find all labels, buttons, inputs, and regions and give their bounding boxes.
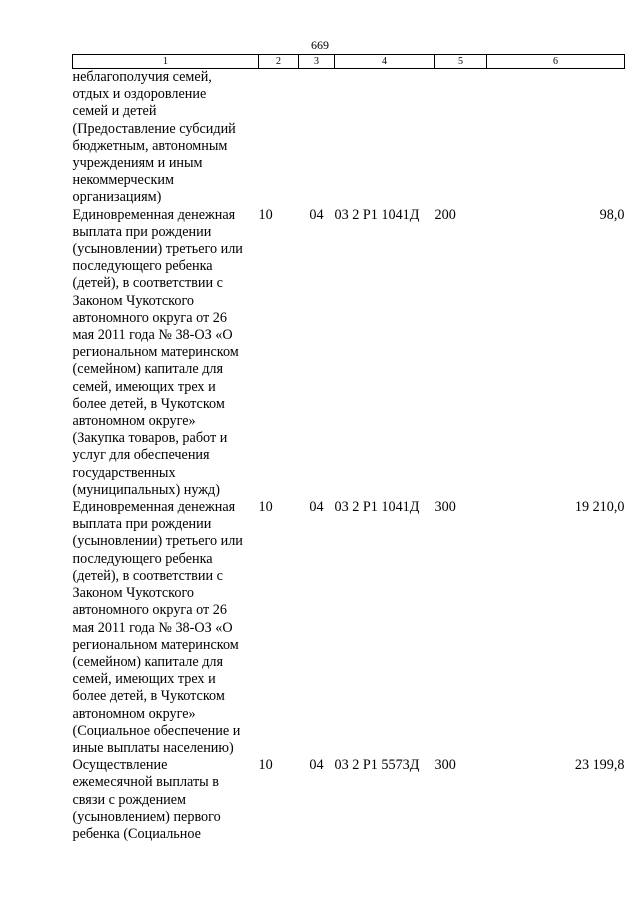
- section-code: [259, 69, 299, 207]
- target-article-code: 03 2 Р1 5573Д: [334, 757, 420, 774]
- description-line: выплата при рождении: [72, 223, 212, 240]
- description-line: связи с рождением: [72, 791, 187, 808]
- description-line: (муниципальных) нужд): [72, 481, 220, 498]
- expense-type-code: 300: [434, 757, 456, 774]
- description-line: бюджетным, автономным: [72, 137, 228, 154]
- description-line: (усыновлением) первого: [72, 808, 221, 825]
- column-header-2: 2: [259, 55, 299, 69]
- subsection-code: 04: [309, 206, 324, 223]
- description-line: (Предоставление субсидий: [72, 120, 236, 137]
- description-line: отдых и оздоровление: [72, 86, 207, 103]
- description-line: Единовременная денежная: [72, 499, 236, 516]
- table-row: [73, 499, 625, 757]
- description-line: последующего ребенка: [72, 258, 213, 275]
- amount: [487, 69, 625, 207]
- description-line: организациям): [72, 189, 162, 206]
- column-header-6: 6: [487, 55, 625, 69]
- table-row: [73, 207, 625, 499]
- description-line: ребенка (Социальное: [72, 825, 201, 842]
- description-line: иные выплаты населению): [72, 739, 234, 756]
- column-header-3: 3: [299, 55, 335, 69]
- description-line: семей, имеющих трех и: [72, 671, 216, 688]
- description-line: некоммерческим: [72, 172, 174, 189]
- table-header-row: [73, 55, 625, 69]
- description-line: семей, имеющих трех и: [72, 378, 216, 395]
- subsection-code: 04: [309, 499, 324, 516]
- description-line: (семейном) капитале для: [72, 361, 224, 378]
- target-article-code: 03 2 Р1 1041Д: [334, 206, 420, 223]
- column-header-4: 4: [335, 55, 435, 69]
- description-line: автономного округа от 26: [72, 309, 227, 326]
- description-line: региональном материнском: [72, 344, 239, 361]
- description-line: (Закупка товаров, работ и: [72, 430, 228, 447]
- description-line: мая 2011 года № 38-ОЗ «О: [72, 327, 233, 344]
- description-line: Законом Чукотского: [72, 292, 194, 309]
- section-code: 10: [258, 757, 273, 774]
- description-line: услуг для обеспечения: [72, 447, 210, 464]
- table-row: [73, 69, 625, 207]
- column-header-5: 5: [435, 55, 487, 69]
- row-description: [73, 757, 259, 843]
- description-line: семей и детей: [72, 103, 157, 120]
- description-line: Единовременная денежная: [72, 206, 236, 223]
- description-line: (усыновлении) третьего или: [72, 241, 243, 258]
- description-line: (Социальное обеспечение и: [72, 722, 241, 739]
- description-line: (детей), в соответствии с: [72, 275, 223, 292]
- budget-table: [72, 54, 625, 843]
- expense-type-code: 300: [434, 499, 456, 516]
- target-article-code: 03 2 Р1 1041Д: [334, 499, 420, 516]
- expense-type-code: [435, 69, 487, 207]
- page-number: 669: [311, 38, 329, 52]
- description-line: государственных: [72, 464, 176, 481]
- description-line: учреждениям и иным: [72, 155, 203, 172]
- subsection-code: 04: [309, 757, 324, 774]
- subsection-code: [299, 69, 335, 207]
- section-code: 10: [258, 206, 273, 223]
- description-line: выплата при рождении: [72, 516, 212, 533]
- row-description: [73, 499, 259, 757]
- description-line: мая 2011 года № 38-ОЗ «О: [72, 619, 233, 636]
- description-line: более детей, в Чукотском: [72, 688, 225, 705]
- description-line: Законом Чукотского: [72, 585, 194, 602]
- description-line: неблагополучия семей,: [72, 69, 212, 85]
- description-line: автономном округе»: [72, 705, 196, 722]
- description-line: ежемесячной выплаты в: [72, 774, 219, 791]
- description-line: (семейном) капитале для: [72, 653, 224, 670]
- description-line: более детей, в Чукотском: [72, 395, 225, 412]
- description-line: (усыновлении) третьего или: [72, 533, 243, 550]
- description-line: автономного округа от 26: [72, 602, 227, 619]
- amount: 23 199,8: [574, 757, 625, 774]
- description-line: Осуществление: [72, 757, 168, 774]
- amount: 98,0: [599, 206, 625, 223]
- column-header-1: 1: [73, 55, 259, 69]
- description-line: (детей), в соответствии с: [72, 567, 223, 584]
- description-line: региональном материнском: [72, 636, 239, 653]
- table-row: [73, 757, 625, 843]
- target-article-code: [335, 69, 435, 207]
- description-line: автономном округе»: [72, 413, 196, 430]
- description-line: последующего ребенка: [72, 550, 213, 567]
- row-description: [73, 69, 259, 207]
- amount: 19 210,0: [574, 499, 625, 516]
- expense-type-code: 200: [434, 206, 456, 223]
- section-code: 10: [258, 499, 273, 516]
- row-description: [73, 207, 259, 499]
